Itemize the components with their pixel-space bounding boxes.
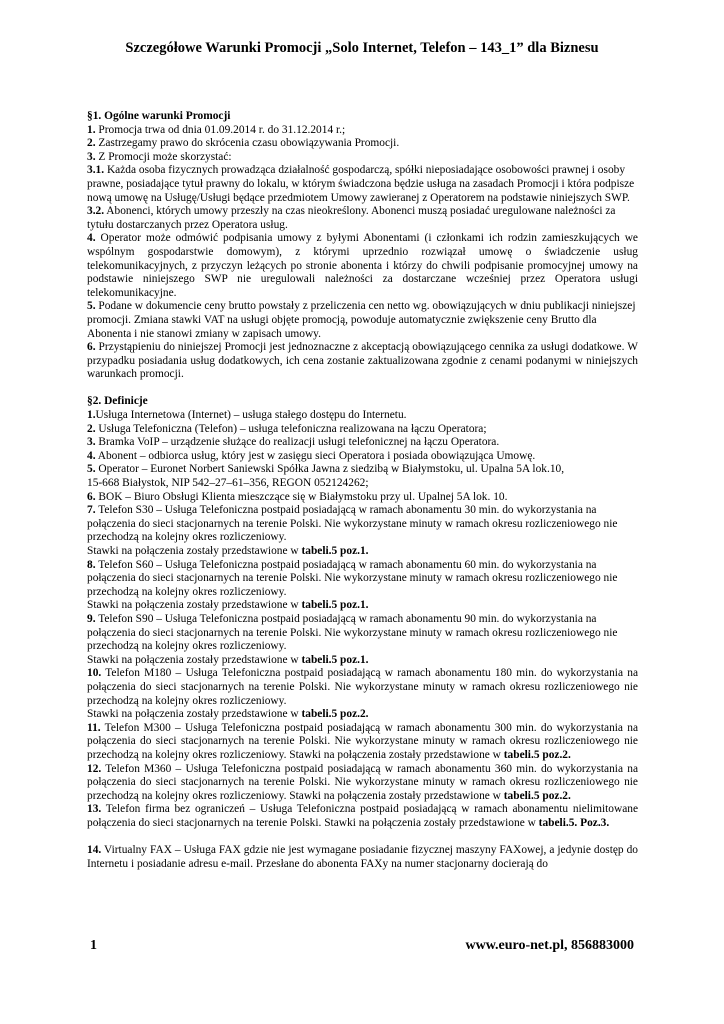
definition-12: 12. Telefon M360 – Usługa Telefoniczna postpaid posiadającą w ramach abonamentu 360 min. do wykorzystania na połączenia do sieci stacjonarnych na terenie Polski. Nie wykorzystane minuty w ramach okresu rozliczeniowego nie przechodzą na kolejny okres rozliczeniowy. Stawki na połączenia zostały przedstawione w tabeli.5 poz.2. <box>87 762 638 802</box>
document-body <box>87 110 638 871</box>
clause-3: 3. Z Promocji może skorzystać: <box>87 150 232 163</box>
definition-6: 6. BOK – Biuro Obsługi Klienta mieszczące się w Białymstoku przy ul. Upalnej 5A lok. 10. <box>87 490 508 503</box>
footer-contact: www.euro-net.pl, 856883000 <box>465 938 634 953</box>
definition-5: 5. Operator – Euronet Norbert Saniewski Spółka Jawna z siedzibą w Białymstoku, ul. Upalna 5A lok.10, 15-668 Białystok, NIP 542–27–61–356, REGON 052124262; <box>87 463 565 490</box>
definition-13: 13. Telefon firma bez ograniczeń – Usługa Telefoniczna postpaid posiadającą w ramach abonamentu nielimitowane połączenia do sieci stacjonarnych na terenie Polski. Stawki na połączenia zostały przedstawione w tabeli.5. Poz.3. <box>87 803 638 829</box>
page-footer <box>90 938 634 958</box>
clause-3-1: 3.1. Każda osoba fizycznych prowadząca działalność gospodarczą, spółki nieposiadające osobowości prawnej i osoby prawne, posiadające tytuł prawny do lokalu, w którym świadczona będzie usługa na zasadach Promocji i która podpisze nową umowę na Usługę/Usługi będące przedmiotem Umowy zawieranej z Operatorem na podstawie niniejszych SWP. <box>87 164 635 204</box>
section-1-heading: §1. Ogólne warunki Promocji <box>87 110 231 122</box>
section-2-heading: §2. Definicje <box>87 395 148 408</box>
clause-6: 6. Przystąpieniu do niniejszej Promocji jest jednoznaczne z akceptacją obowiązującego cennika za usługi dodatkowe. W przypadku posiadania usług dodatkowych, ich cena zostanie zaktualizowana zgodnie z cenami podanymi w niniejszych warunkach promocji. <box>87 341 638 381</box>
definition-10: 10. Telefon M180 – Usługa Telefoniczna postpaid posiadającą w ramach abonamentu 180 min. do wykorzystania na połączenia do sieci stacjonarnych na terenie Polski. Nie wykorzystane minuty w ramach okresu rozliczeniowego nie przechodzą na kolejny okres rozliczeniowy. Stawki na połączenia zostały przedstawione w tabeli.5 poz.2. <box>87 667 638 721</box>
clause-1: 1. Promocja trwa od dnia 01.09.2014 r. do 31.12.2014 r.; <box>87 123 346 136</box>
page-number: 1 <box>90 938 97 953</box>
clause-3-2: 3.2. Abonenci, których umowy przeszły na czas nieokreślony. Abonenci muszą posiadać uregulowane należności za tytułu dostarczanych przez Operatora usług. <box>87 205 616 231</box>
definition-2: 2. Usługa Telefoniczna (Telefon) – usługa telefoniczna realizowana na łączu Operatora; <box>87 422 487 435</box>
definition-3: 3. Bramka VoIP – urządzenie służące do realizacji usługi telefonicznej na łączu Operatora. <box>87 436 500 449</box>
definition-1: 1.Usługa Internetowa (Internet) – usługa stałego dostępu do Internetu. <box>87 409 407 422</box>
clause-5: 5. Podane w dokumencie ceny brutto powstały z przeliczenia cen netto wg. obowiązujących w dniu publikacji niniejszej promocji. Zmiana stawki VAT na usługi objęte promocją, powoduje automatycznie zwiększenie ceny Brutto dla Abonenta i nie stanowi zmiany w zapisach umowy. <box>87 300 636 340</box>
clause-4: 4. Operator może odmówić podpisania umowy z byłymi Abonentami (i członkami ich rodzin zamieszkujących we wspólnym gospodarstwie domowym), z którymi uprzednio rozwiązał umowę o świadczenie usług telekomunikacyjnych, z przyczyn leżących po stronie abonenta i którzy do chwili podpisanie promocyjnej umowy na podstawie niniejszego SWP nie uregulowali należności za dostarczane wcześniej przez Operatora usługi telekomunikacyjne. <box>87 232 638 299</box>
definition-8: 8. Telefon S60 – Usługa Telefoniczna postpaid posiadającą w ramach abonamentu 60 min. do wykorzystania na połączenia do sieci stacjonarnych na terenie Polski. Nie wykorzystane minuty w ramach okresu rozliczeniowego nie przechodzą na kolejny okres rozliczeniowy. Stawki na połączenia zostały przedstawione w tabeli.5 poz.1. <box>87 558 618 612</box>
definition-14: 14. Virtualny FAX – Usługa FAX gdzie nie jest wymagane posiadanie fizycznej maszyny FAXowej, a jedynie dostęp do Internetu i posiadanie adresu e-mail. Przesłane do abonenta FAXy na numer stacjonarny docierają do <box>87 844 638 870</box>
document-title: Szczegółowe Warunki Promocji „Solo Internet, Telefon – 143_1” dla Biznesu <box>125 40 599 56</box>
clause-2: 2. Zastrzegamy prawo do skrócenia czasu obowiązywania Promocji. <box>87 137 400 150</box>
definition-11: 11. Telefon M300 – Usługa Telefoniczna postpaid posiadającą w ramach abonamentu 300 min. do wykorzystania na połączenia do sieci stacjonarnych na terenie Polski. Nie wykorzystane minuty w ramach okresu rozliczeniowego nie przechodzą na kolejny okres rozliczeniowy. Stawki na połączenia zostały przedstawione w tabeli.5 poz.2. <box>87 721 638 761</box>
definition-4: 4. Abonent – odbiorca usług, który jest w zasięgu sieci Operatora i posiada obowiązująca Umowę. <box>87 449 536 462</box>
definition-7: 7. Telefon S30 – Usługa Telefoniczna postpaid posiadającą w ramach abonamentu 30 min. do wykorzystania na połączenia do sieci stacjonarnych na terenie Polski. Nie wykorzystane minuty w ramach okresu rozliczeniowego nie przechodzą na kolejny okres rozliczeniowy. Stawki na połączenia zostały przedstawione w tabeli.5 poz.1. <box>87 504 618 557</box>
definition-9: 9. Telefon S90 – Usługa Telefoniczna postpaid posiadającą w ramach abonamentu 90 min. do wykorzystania na połączenia do sieci stacjonarnych na terenie Polski. Nie wykorzystane minuty w ramach okresu rozliczeniowego nie przechodzą na kolejny okres rozliczeniowy. Stawki na połączenia zostały przedstawione w tabeli.5 poz.1. <box>87 612 618 666</box>
